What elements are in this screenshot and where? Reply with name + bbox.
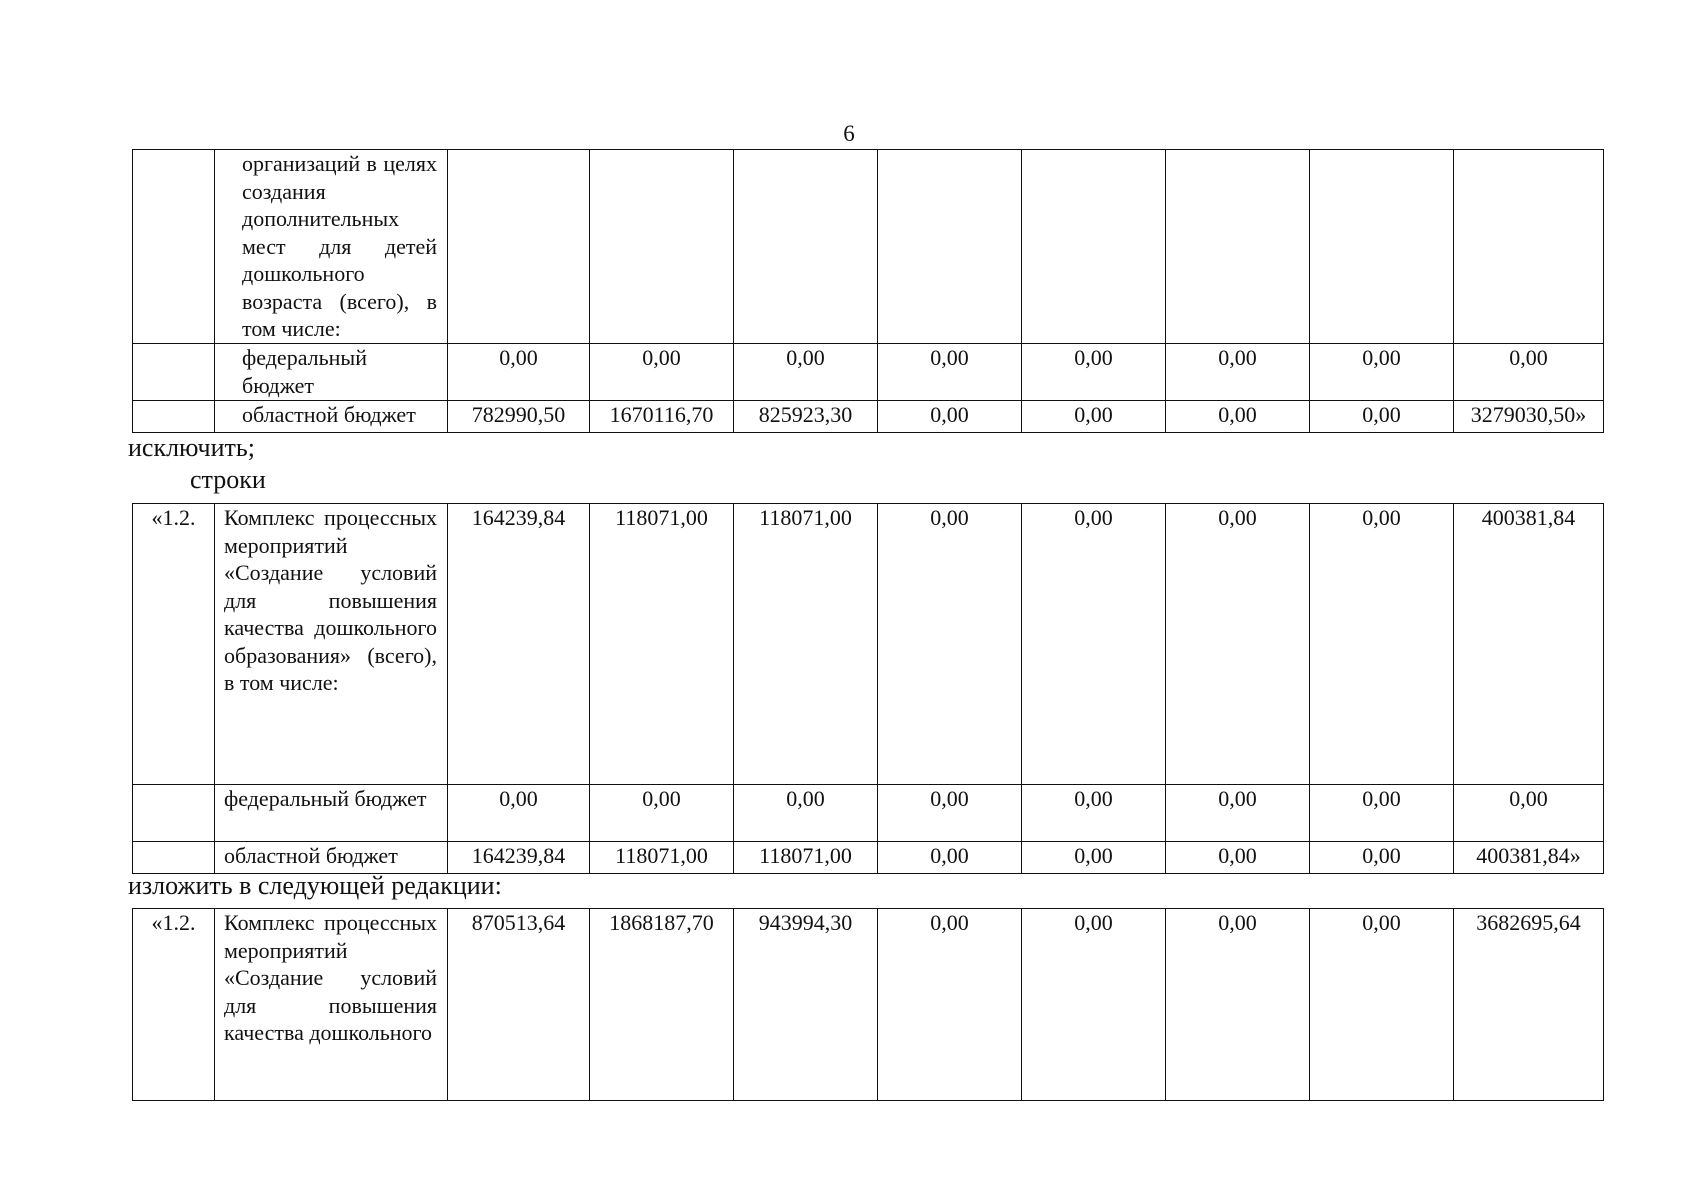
row-code (133, 344, 215, 401)
value-cell (448, 150, 590, 344)
value-cell (878, 150, 1022, 344)
value-cell: 164239,84 (448, 504, 590, 785)
value-cell: 0,00 (1310, 785, 1454, 842)
value-cell: 0,00 (878, 909, 1022, 1101)
value-cell: 118071,00 (734, 842, 878, 874)
row-name: областной бюджет (215, 842, 448, 874)
value-cell: 0,00 (1022, 909, 1166, 1101)
table-row (133, 504, 1604, 785)
value-cell (1022, 150, 1166, 344)
budget-table-3 (132, 908, 1604, 1101)
row-name: федеральный бюджет (215, 344, 448, 401)
value-cell: 0,00 (1022, 504, 1166, 785)
value-cell: 0,00 (1310, 401, 1454, 433)
value-cell (590, 150, 734, 344)
table-row (133, 150, 1604, 344)
table-row (133, 401, 1604, 433)
row-code: «1.2. (133, 504, 215, 785)
value-cell: 0,00 (1310, 909, 1454, 1101)
budget-table-2 (132, 503, 1604, 874)
value-cell: 118071,00 (590, 504, 734, 785)
row-code (133, 842, 215, 874)
value-cell: 400381,84 (1454, 504, 1604, 785)
row-code (133, 150, 215, 344)
table-row (133, 785, 1604, 842)
value-cell: 0,00 (1166, 785, 1310, 842)
instruction-rows: строки (190, 465, 266, 494)
value-cell: 118071,00 (590, 842, 734, 874)
value-cell: 0,00 (1022, 842, 1166, 874)
value-cell: 0,00 (1166, 842, 1310, 874)
value-cell: 0,00 (878, 344, 1022, 401)
row-name: федеральный бюджет (215, 785, 448, 842)
value-cell: 0,00 (1022, 401, 1166, 433)
table-row (133, 842, 1604, 874)
value-cell: 0,00 (1454, 344, 1604, 401)
value-cell: 0,00 (878, 842, 1022, 874)
value-cell: 870513,64 (448, 909, 590, 1101)
value-cell: 400381,84» (1454, 842, 1604, 874)
row-name: организаций в целях создания дополнительных мест для детей дошкольного возраста (всего), в том числе: (215, 150, 448, 344)
table-row (133, 909, 1604, 1101)
value-cell: 0,00 (734, 344, 878, 401)
row-code (133, 401, 215, 433)
value-cell: 0,00 (1022, 785, 1166, 842)
value-cell: 0,00 (878, 401, 1022, 433)
instruction-restate: изложить в следующей редакции: (128, 871, 502, 900)
value-cell: 0,00 (1022, 344, 1166, 401)
value-cell (1454, 150, 1604, 344)
page-number: 6 (843, 121, 855, 146)
value-cell: 164239,84 (448, 842, 590, 874)
value-cell: 0,00 (1310, 504, 1454, 785)
value-cell: 0,00 (1166, 504, 1310, 785)
value-cell: 1868187,70 (590, 909, 734, 1101)
value-cell: 3682695,64 (1454, 909, 1604, 1101)
instruction-exclude: исключить; (128, 433, 255, 462)
value-cell: 0,00 (590, 344, 734, 401)
value-cell: 0,00 (1454, 785, 1604, 842)
value-cell: 943994,30 (734, 909, 878, 1101)
value-cell: 0,00 (1166, 909, 1310, 1101)
table-row (133, 344, 1604, 401)
value-cell (1310, 150, 1454, 344)
row-code: «1.2. (133, 909, 215, 1101)
value-cell: 0,00 (1166, 344, 1310, 401)
value-cell (1166, 150, 1310, 344)
value-cell: 782990,50 (448, 401, 590, 433)
value-cell: 118071,00 (734, 504, 878, 785)
row-code (133, 785, 215, 842)
row-name: Комплекс процессных мероприятий «Создание условий для повышения качества дошкольного (215, 909, 448, 1101)
value-cell: 0,00 (590, 785, 734, 842)
value-cell: 3279030,50» (1454, 401, 1604, 433)
value-cell: 0,00 (878, 504, 1022, 785)
budget-table-1 (132, 149, 1604, 433)
value-cell: 825923,30 (734, 401, 878, 433)
row-name: областной бюджет (215, 401, 448, 433)
value-cell: 0,00 (734, 785, 878, 842)
value-cell: 0,00 (448, 785, 590, 842)
value-cell: 0,00 (448, 344, 590, 401)
value-cell: 0,00 (1166, 401, 1310, 433)
row-name: Комплекс процессных мероприятий «Создание условий для повышения качества дошкольного образования» (всего), в том числе: (215, 504, 448, 785)
value-cell: 0,00 (878, 785, 1022, 842)
value-cell: 0,00 (1310, 344, 1454, 401)
value-cell: 1670116,70 (590, 401, 734, 433)
value-cell (734, 150, 878, 344)
value-cell: 0,00 (1310, 842, 1454, 874)
